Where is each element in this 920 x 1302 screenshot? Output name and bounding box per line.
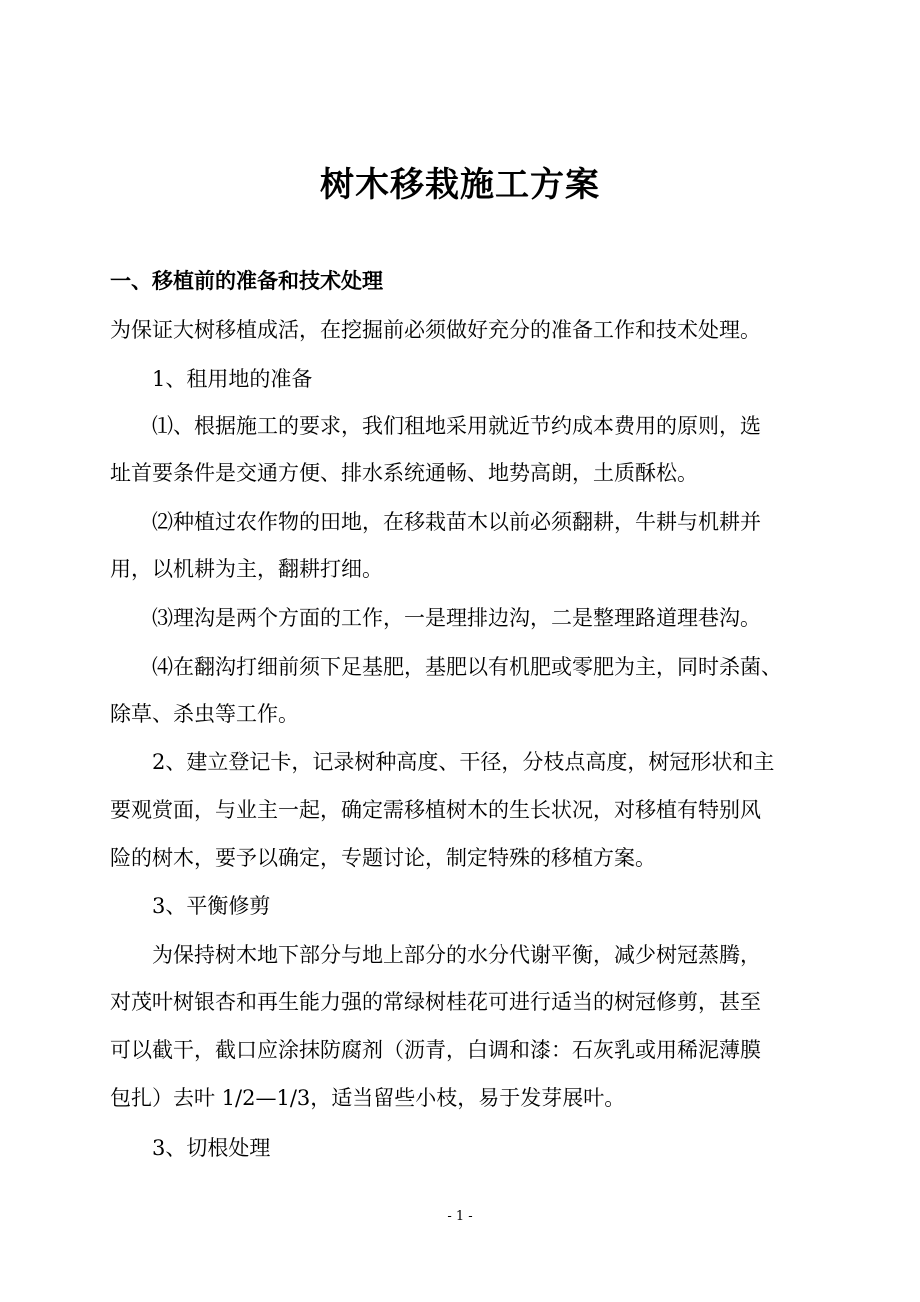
- subheading-line: 1、租用地的准备: [152, 367, 313, 391]
- paragraph-line: 对茂叶树银杏和再生能力强的常绿树桂花可进行适当的树冠修剪，甚至: [110, 990, 761, 1014]
- paragraph-line: 2、建立登记卡，记录树种高度、干径，分枝点高度，树冠形状和主: [152, 750, 775, 774]
- paragraph-line: 要观赏面，与业主一起，确定需移植树木的生长状况，对移植有特别风: [110, 798, 761, 822]
- paragraph-line: 址首要条件是交通方便、排水系统通畅、地势高朗，土质酥松。: [110, 461, 698, 485]
- paragraph-line: 用，以机耕为主，翻耕打细。: [110, 557, 383, 581]
- paragraph-line: ⑶理沟是两个方面的工作，一是理排边沟，二是整理路道理巷沟。: [152, 606, 761, 630]
- paragraph-line: 为保证大树移植成活，在挖掘前必须做好充分的准备工作和技术处理。: [110, 318, 761, 342]
- document-title: 树木移栽施工方案: [320, 165, 600, 205]
- paragraph-line: 可以截干，截口应涂抹防腐剂（沥青，白调和漆：石灰乳或用稀泥薄膜: [110, 1038, 761, 1062]
- paragraph-line: 除草、杀虫等工作。: [110, 702, 299, 726]
- paragraph-line: 包扎）去叶 1/2—1/3，适当留些小枝，易于发芽展叶。: [110, 1086, 626, 1110]
- paragraph-line: ⑷在翻沟打细前须下足基肥，基肥以有机肥或零肥为主，同时杀菌、: [152, 655, 782, 679]
- paragraph-line: 为保持树木地下部分与地上部分的水分代谢平衡，减少树冠蒸腾，: [152, 943, 761, 967]
- subheading-line: 3、平衡修剪: [152, 894, 271, 918]
- section-heading: 一、移植前的准备和技术处理: [110, 268, 383, 293]
- paragraph-line: ⑴、根据施工的要求，我们租地采用就近节约成本费用的原则，选: [152, 414, 761, 438]
- paragraph-line: 险的树木，要予以确定，专题讨论，制定特殊的移植方案。: [110, 846, 656, 870]
- paragraph-line: ⑵种植过农作物的田地，在移栽苗木以前必须翻耕，牛耕与机耕并: [152, 510, 761, 534]
- page-number: - 1 -: [447, 1209, 473, 1224]
- subheading-line: 3、切根处理: [152, 1136, 271, 1160]
